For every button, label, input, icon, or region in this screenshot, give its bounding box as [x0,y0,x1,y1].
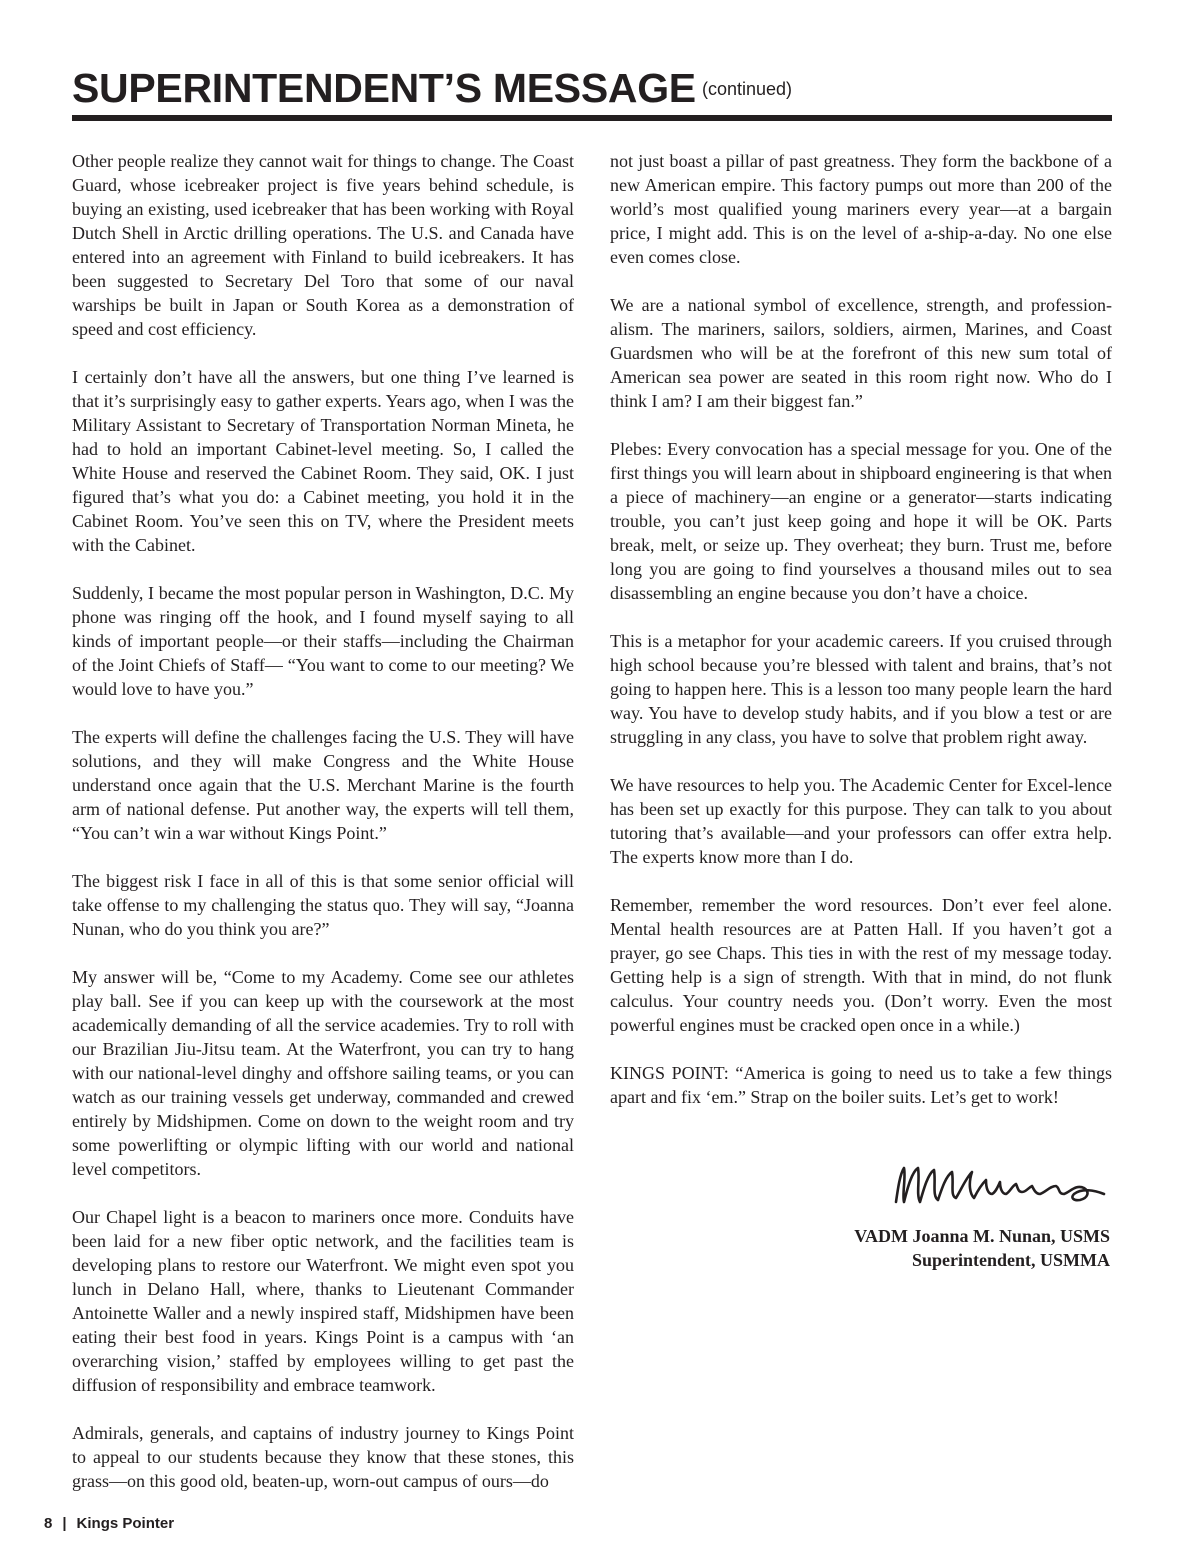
paragraph: We are a national symbol of excellence, strength, and profession-alism. The mariners, sailors, soldiers, airmen, Marines, and Coast Guardsmen who will be at the forefront of this new sum total of American sea power are seated in this room right now. Who do I think I am? I am their biggest fan.” [610,295,1112,411]
handwritten-signature [890,1158,1110,1218]
paragraph: The biggest risk I face in all of this is that some senior official will take offense to my challenging the status quo. They will say, “Joanna Nunan, who do you think you are?” [72,871,574,939]
paragraph: Plebes: Every convocation has a special message for you. One of the first things you will learn about in shipboard engineering is that when a piece of machinery—an engine or a generator—starts indicating trouble, you can’t just keep going and hope it will be OK. Parts break, melt, or seize up. They overheat; they burn. Trust me, before long you are going to find yourselves a thousand miles out to sea disassembling an engine because you don’t have a choice. [610,439,1112,603]
paragraph: Remember, remember the word resources. Don’t ever feel alone. Mental health resources are at Patten Hall. If you haven’t got a prayer, go see Chaps. This ties in with the rest of my message today. Getting help is a sign of strength. With that in mind, do not flunk calculus. Your country needs you. (Don’t worry. Even the most powerful engines must be cracked open once in a while.) [610,895,1112,1035]
footer-separator: | [62,1515,67,1532]
page-footer [44,1514,174,1534]
paragraph: We have resources to help you. The Academic Center for Excel-lence has been set up exactly for this purpose. They can talk to you about tutoring that’s available—and your professors can offer extra help. The experts know more than I do. [610,775,1112,867]
paragraph: not just boast a pillar of past greatness. They form the backbone of a new American empire. This factory pumps out more than 200 of the world’s most qualified young mariners every year—at a bargain price, I might add. This is on the level of a-ship-a-day. No one else even comes close. [610,151,1112,267]
paragraph: Our Chapel light is a beacon to mariners once more. Conduits have been laid for a new fiber optic network, and the facilities team is developing plans to restore our Waterfront. We might even spot you lunch in Delano Hall, where, thanks to Lieutenant Commander Antoinette Waller and a newly inspired staff, Midshipmen have been eating their best food in years. Kings Point is a campus with ‘an overarching vision,’ staffed by employees willing to get past the diffusion of responsibility and embrace teamwork. [72,1207,574,1395]
page-subtitle: (continued) [702,79,793,99]
header-divider [72,115,1112,121]
paragraph: Other people realize they cannot wait for things to change. The Coast Guard, whose icebreaker project is five years behind schedule, is buying an existing, used icebreaker that has been working with Royal Dutch Shell in Arctic drilling operations. The U.S. and Canada have entered into an agreement with Finland to build icebreakers. It has been suggested to Secretary Del Toro that some of our naval warships be built in Japan or South Korea as a demonstration of speed and cost efficiency. [72,151,574,339]
signer-name: VADM Joanna M. Nunan, USMS [854,1226,1110,1246]
paragraph: Suddenly, I became the most popular person in Washington, D.C. My phone was ringing off the hook, and I found myself saying to all kinds of important people—or their staffs—including the Chairman of the Joint Chiefs of Staff— “You want to come to our meeting? We would love to have you.” [72,583,574,699]
paragraph: This is a metaphor for your academic careers. If you cruised through high school because you’re blessed with talent and brains, that’s not going to happen here. This is a lesson too many people learn the hard way. You have to develop study habits, and if you blow a test or are struggling in any class, you have to solve that problem right away. [610,631,1112,747]
page-title: SUPERINTENDENT’S MESSAGE [72,65,696,111]
publication-name: Kings Pointer [76,1515,175,1532]
right-column [610,149,1112,1133]
paragraph: My answer will be, “Come to my Academy. Come see our athletes play ball. See if you can keep up with the coursework at the most academically demanding of all the service academies. Try to roll with our Brazilian Jiu-Jitsu team. At the Waterfront, you can try to hang with our national-level dinghy and offshore sailing teams, or you can watch as our training vessels get underway, commanded and crewed entirely by Midshipmen. Come on down to the weight room and try some powerlifting or olympic lifting with our world and national level competitors. [72,967,574,1179]
signature-block [760,1224,1110,1272]
paragraph: I certainly don’t have all the answers, but one thing I’ve learned is that it’s surprisingly easy to gather experts. Years ago, when I was the Military Assistant to Secretary of Transportation Norman Mineta, he had to hold an important Cabinet-level meeting. So, I called the White House and reserved the Cabinet Room. They said, OK. I just figured that’s what you do: a Cabinet meeting, you hold it in the Cabinet Room. You’ve seen this on TV, where the President meets with the Cabinet. [72,367,574,555]
page-header [72,62,1112,114]
paragraph: The experts will define the challenges facing the U.S. They will have solutions, and they will make Congress and the White House understand once again that the U.S. Merchant Marine is the fourth arm of national defense. Put another way, the experts will tell them, “You can’t win a war without Kings Point.” [72,727,574,843]
left-column [72,149,574,1517]
page-number: 8 [44,1515,53,1532]
signer-title: Superintendent, USMMA [911,1250,1110,1270]
paragraph: KINGS POINT: “America is going to need us to take a few things apart and fix ‘em.” Strap on the boiler suits. Let’s get to work! [610,1063,1112,1107]
paragraph: Admirals, generals, and captains of industry journey to Kings Point to appeal to our students because they know that these stones, this grass—on this good old, beaten-up, worn-out campus of ours—do [72,1423,574,1491]
